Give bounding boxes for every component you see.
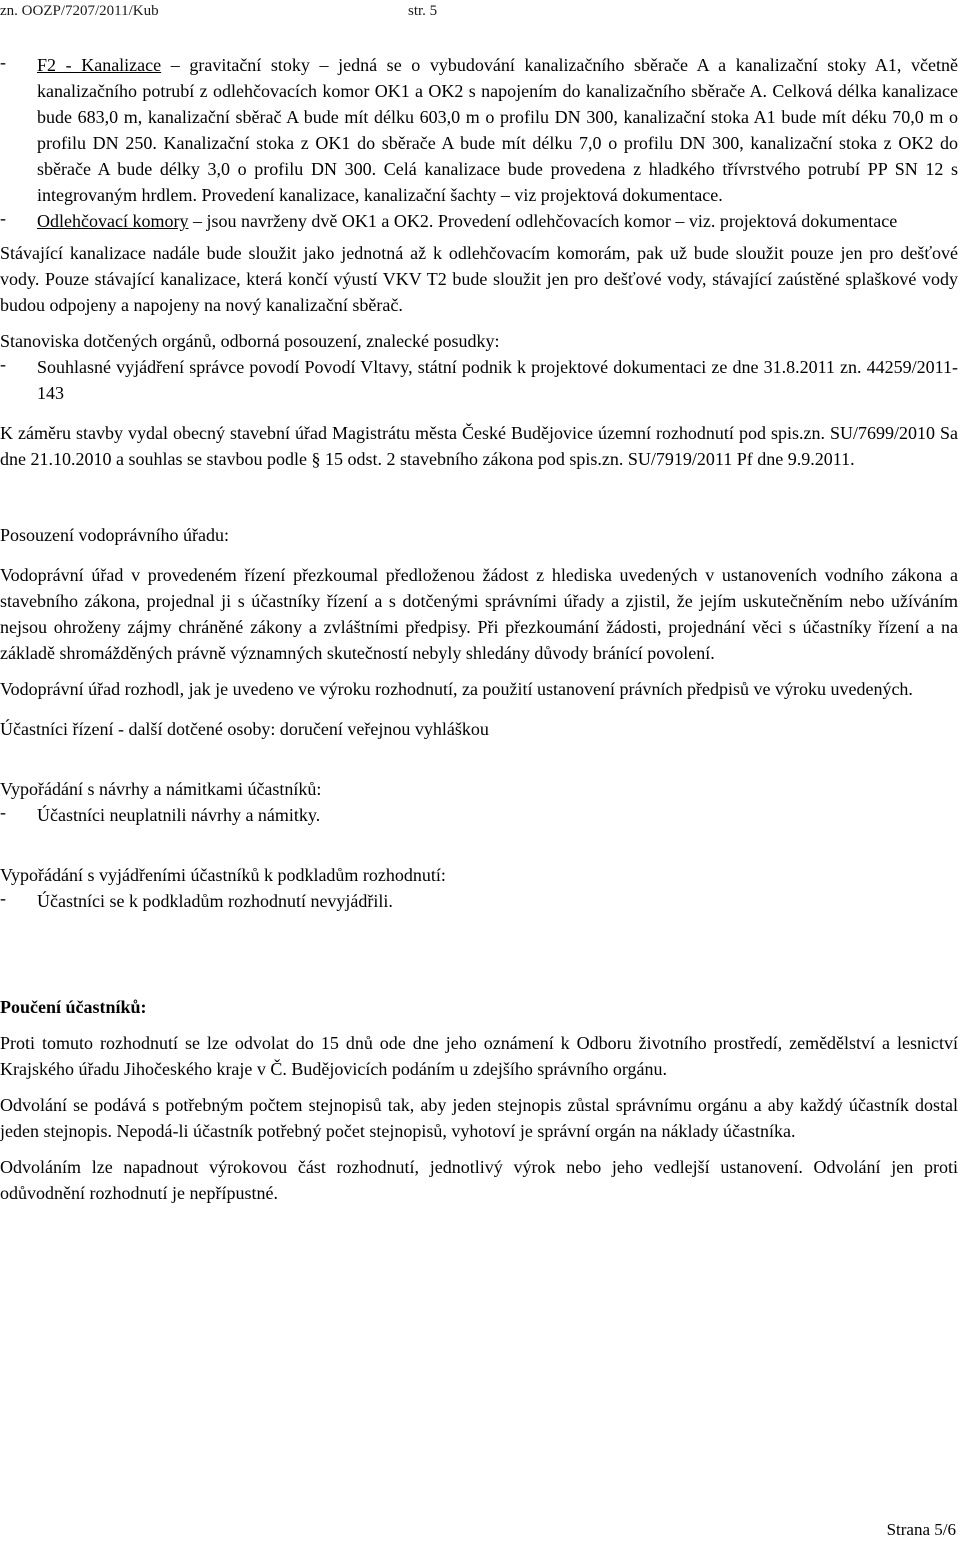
item-label: Odlehčovací komory	[37, 211, 189, 231]
list-dash: -	[0, 208, 6, 228]
list-item-stanovisko: - Souhlasné vyjádření správce povodí Povodí Vltavy, státní podnik k projektové dokumentaci ze dne 31.8.2011 zn. 44259/2011-143	[0, 354, 958, 403]
paragraph-existing-sewer: Stávající kanalizace nadále bude sloužit jako jednotná až k odlehčovacím komorám, pak už bude sloužit pouze jen pro dešťové vody. Pouze stávající kanalizace, která končí výustí VKV T2 bude sloužit jen pro dešťové vody, stávající zaústěné splaškové vody budou odpojeny a napojeny na nový kanalizační sběrač.	[0, 243, 958, 315]
section-heading-navrhy: Vypořádání s návrhy a námitkami účastníků:	[0, 779, 322, 799]
section-heading-stanoviska: Stanoviska dotčených orgánů, odborná posouzení, znalecké posudky:	[0, 331, 500, 351]
list-item-odlehcovaci-komory: - Odlehčovací komory – jsou navrženy dvě OK1 a OK2. Provedení odlehčovacích komor – viz. projektová dokumentace	[0, 208, 958, 234]
item-label: F2 - Kanalizace	[37, 55, 162, 75]
list-item-navrhy: - Účastníci neuplatnili návrhy a námitky.	[0, 802, 321, 825]
file-reference: zn. OOZP/7207/2011/Kub	[0, 3, 159, 19]
paragraph-pouceni-2: Odvolání se podává s potřebným počtem stejnopisů tak, aby jeden stejnopis zůstal správnímu orgánu a aby každý účastník dostal jeden stejnopis. Nepodá-li účastník potřebný počet stejnopisů, vyhotoví je správní orgán na náklady účastníka.	[0, 1095, 958, 1141]
item-text: gravitační stoky – jedná se o vybudování kanalizačního sběrače A a kanalizační stoky A1, včetně kanalizačního potrubí z odlehčovacích komor OK1 a OK2 s napojením do kanalizačního sběrače A. Celková délka kanalizace bude 683,0 m, kanalizační sběrač A bude mít délku 603,0 m o profilu DN 300, kanalizační stoka A1 bude mít déku 70,0 m o profilu DN 250. Kanalizační stoka z OK1 do sběrače A bude mít délku 7,0 o profilu DN 300, kanalizační stoka z OK2 do sběrače A bude délky 3,0 o profilu DN 300. Celá kanalizace bude provedena z hladkého třívrstvého potrubí PP SN 12 s integrovaným hrdlem. Provedení kanalizace, kanalizační šachty – viz projektová dokumentace.	[37, 55, 958, 205]
paragraph-pouceni-1: Proti tomuto rozhodnutí se lze odvolat do 15 dnů ode dne jeho oznámení k Odboru životního prostředí, zemědělství a lesnictví Krajského úřadu Jihočeského kraje v Č. Budějovicích podáním u zdejšího správního orgánu.	[0, 1033, 958, 1079]
page-number-top: str. 5	[408, 3, 438, 19]
section-heading-vyjadreni: Vypořádání s vyjádřeními účastníků k podkladům rozhodnutí:	[0, 865, 446, 885]
paragraph-ucastnici: Účastníci řízení - další dotčené osoby: doručení veřejnou vyhláškou	[0, 719, 489, 739]
section-heading-pouceni: Poučení účastníků:	[0, 997, 147, 1017]
list-item-vyjadreni: - Účastníci se k podkladům rozhodnutí nevyjádřili.	[0, 888, 393, 911]
paragraph-posouzeni-1: Vodoprávní úřad v provedeném řízení přezkoumal předloženou žádost z hlediska uvedených v ustanoveních vodního zákona a stavebního zákona, projednal ji s účastníky řízení a s dotčenými správními úřady a zjistil, že jejím uskutečněním nebo užíváním nejsou ohroženy zájmy chráněné zákony a zvláštními předpisy. Při přezkoumání žádosti, projednání věci s účastníky řízení a na základě shromážděných právně významných skutečností nebyly shledány důvody bránící povolení.	[0, 565, 958, 663]
paragraph-zamer: K záměru stavby vydal obecný stavební úřad Magistrátu města České Budějovice územní rozhodnutí pod spis.zn. SU/7699/2010 Sa dne 21.10.2010 a souhlas se stavbou podle § 15 odst. 2 stavebního zákona pod spis.zn. SU/7919/2011 Pf dne 9.9.2011.	[0, 423, 958, 469]
section-heading-posouzeni: Posouzení vodoprávního úřadu:	[0, 525, 229, 545]
paragraph-posouzeni-2: Vodoprávní úřad rozhodl, jak je uvedeno ve výroku rozhodnutí, za použití ustanovení právních předpisů ve výroku uvedených.	[0, 679, 913, 699]
page-number-footer: Strana 5/6	[886, 1520, 956, 1539]
list-item-kanalizace: - F2 - Kanalizace – gravitační stoky – jedná se o vybudování kanalizačního sběrače A a kanalizační stoky A1, včetně kanalizačního potrubí z odlehčovacích komor OK1 a OK2 s napojením do kanalizačního sběrače A. Celková délka kanalizace bude 683,0 m, kanalizační sběrač A bude mít délku 603,0 m o profilu DN 300, kanalizační stoka A1 bude mít déku 70,0 m o profilu DN 250. Kanalizační stoka z OK1 do sběrače A bude mít délku 7,0 o profilu DN 300, kanalizační stoka z OK2 do sběrače A bude délky 3,0 o profilu DN 300. Celá kanalizace bude provedena z hladkého třívrstvého potrubí PP SN 12 s integrovaným hrdlem. Provedení kanalizace, kanalizační šachty – viz projektová dokumentace.	[0, 52, 958, 208]
paragraph-pouceni-3: Odvoláním lze napadnout výrokovou část rozhodnutí, jednotlivý výrok nebo jeho vedlejší ustanovení. Odvolání jen proti odůvodnění rozhodnutí je nepřípustné.	[0, 1157, 958, 1203]
document-body	[0, 52, 958, 1206]
list-dash: -	[0, 52, 6, 72]
item-text: jsou navrženy dvě OK1 a OK2. Provedení odlehčovacích komor – viz. projektová dokumentace	[206, 211, 898, 231]
